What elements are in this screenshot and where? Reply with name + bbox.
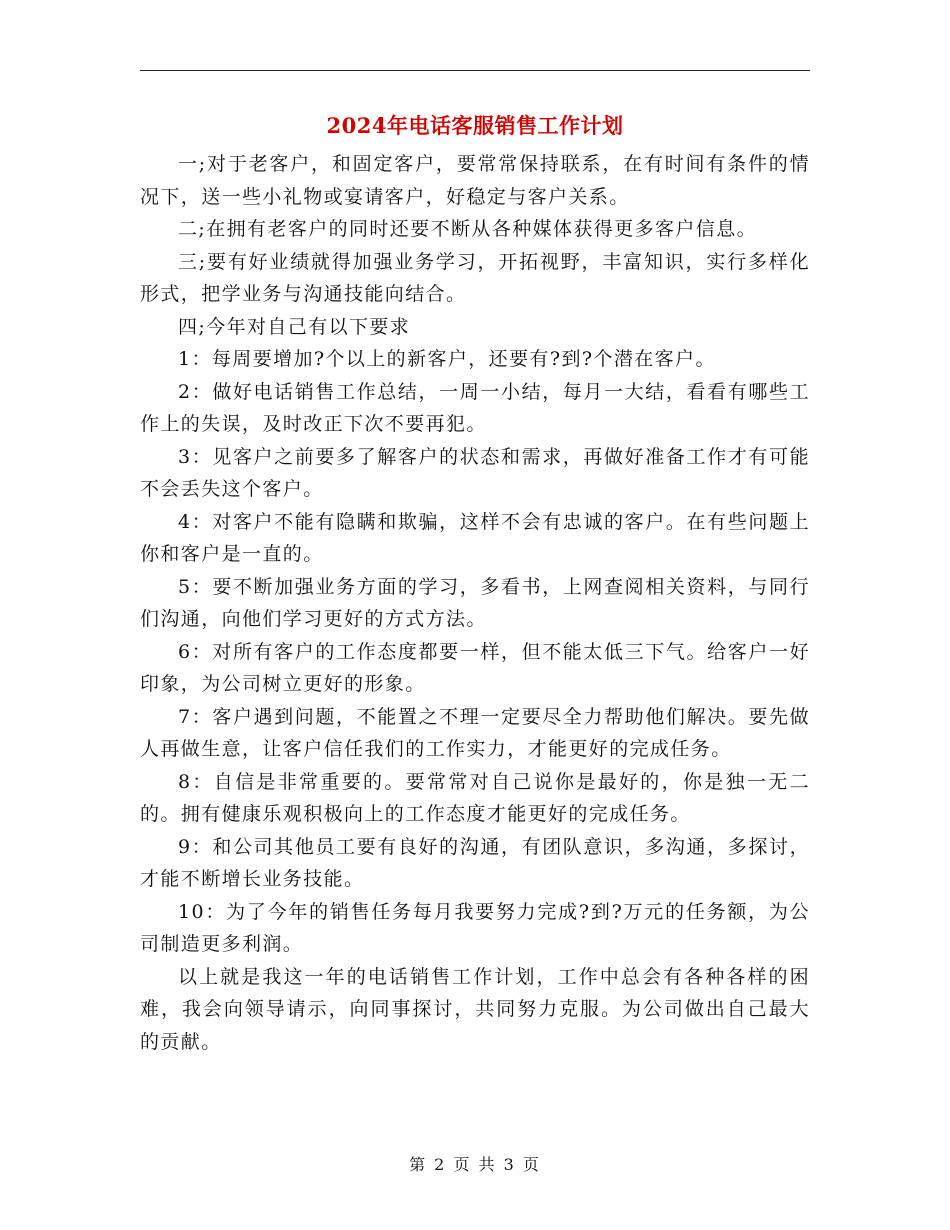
closing-paragraph: 以上就是我这一年的电话销售工作计划，工作中总会有各种各样的困难，我会向领导请示，向同事探讨，共同努力克服。为公司做出自己最大的贡献。 <box>140 965 810 1053</box>
list-item-3: 3：见客户之前要多了解客户的状态和需求，再做好准备工作才有可能不会丢失这个客户。 <box>140 445 810 500</box>
list-item-4: 4：对客户不能有隐瞒和欺骗，这样不会有忠诚的客户。在有些问题上你和客户是一直的。 <box>140 510 810 565</box>
list-item-8: 8：自信是非常重要的。要常常对自己说你是最好的，你是独一无二的。拥有健康乐观积极向上的工作态度才能更好的完成任务。 <box>140 770 810 825</box>
paragraph-3: 三;要有好业绩就得加强业务学习，开拓视野，丰富知识，实行多样化形式，把学业务与沟通技能向结合。 <box>140 250 810 305</box>
page-number: 第 2 页 共 3 页 <box>409 1155 541 1174</box>
document-body <box>140 148 810 1058</box>
list-item-1: 1：每周要增加?个以上的新客户，还要有?到?个潜在客户。 <box>178 348 716 370</box>
paragraph-1: 一;对于老客户，和固定客户，要常常保持联系，在有时间有条件的情况下，送一些小礼物或宴请客户，好稳定与客户关系。 <box>140 153 810 208</box>
paragraph-2: 二;在拥有老客户的同时还要不断从各种媒体获得更多客户信息。 <box>178 218 758 240</box>
list-item-5: 5：要不断加强业务方面的学习，多看书，上网查阅相关资料，与同行们沟通，向他们学习更好的方式方法。 <box>140 575 810 630</box>
document-title: 2024年电话客服销售工作计划 <box>326 113 624 138</box>
list-item-9: 9：和公司其他员工要有良好的沟通，有团队意识，多沟通，多探讨，才能不断增长业务技能。 <box>140 835 810 890</box>
list-item-6: 6：对所有客户的工作态度都要一样，但不能太低三下气。给客户一好印象，为公司树立更好的形象。 <box>140 640 810 695</box>
header-rule <box>140 70 810 71</box>
paragraph-4: 四;今年对自己有以下要求 <box>178 315 411 338</box>
list-item-7: 7：客户遇到问题，不能置之不理一定要尽全力帮助他们解决。要先做人再做生意，让客户信任我们的工作实力，才能更好的完成任务。 <box>140 705 810 760</box>
list-item-2: 2：做好电话销售工作总结，一周一小结，每月一大结，看看有哪些工作上的失误，及时改正下次不要再犯。 <box>140 380 810 435</box>
list-item-10: 10：为了今年的销售任务每月我要努力完成?到?万元的任务额，为公司制造更多利润。 <box>140 900 810 955</box>
